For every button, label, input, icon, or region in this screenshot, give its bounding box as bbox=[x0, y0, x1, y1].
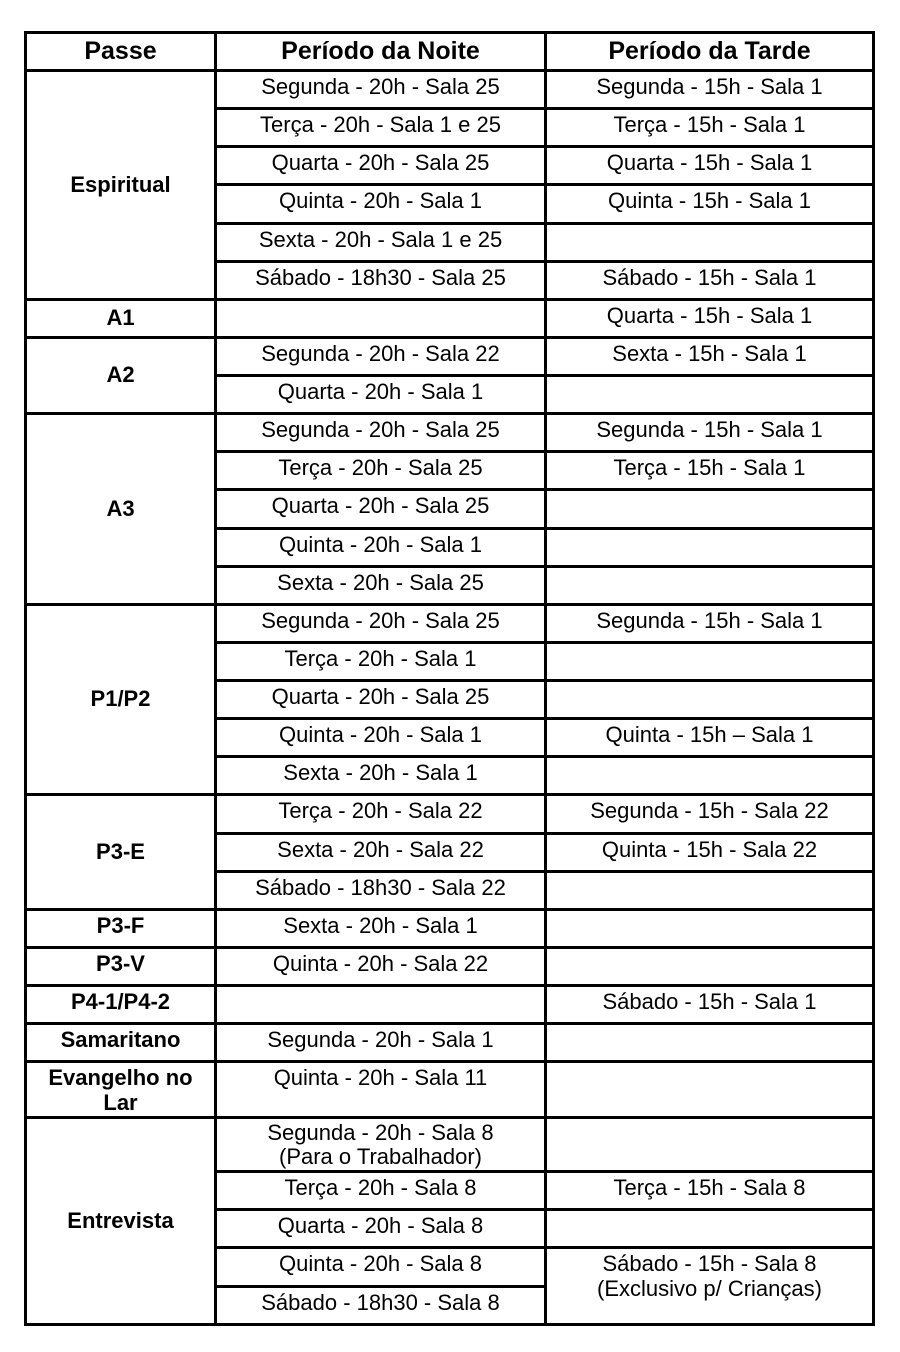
passe-name: P4-1/P4-2 bbox=[26, 986, 216, 1024]
table-row bbox=[26, 1024, 874, 1062]
tarde-cell bbox=[546, 528, 874, 566]
noite-cell: Terça - 20h - Sala 1 e 25 bbox=[216, 109, 546, 147]
noite-cell-text: Segunda - 20h - Sala 8 bbox=[267, 1119, 494, 1145]
noite-cell: Segunda - 20h - Sala 25 bbox=[216, 604, 546, 642]
noite-cell: Segunda - 20h - Sala 25 bbox=[216, 71, 546, 109]
table-row bbox=[26, 909, 874, 947]
noite-cell: Sábado - 18h30 - Sala 25 bbox=[216, 261, 546, 299]
noite-cell: Sexta - 20h - Sala 25 bbox=[216, 566, 546, 604]
table-row bbox=[26, 414, 874, 452]
passe-name: P3-V bbox=[26, 947, 216, 985]
passe-name: A3 bbox=[26, 414, 216, 605]
noite-cell: Sexta - 20h - Sala 1 e 25 bbox=[216, 223, 546, 261]
passe-name: P3-E bbox=[26, 795, 216, 909]
tarde-cell: Sábado - 15h - Sala 1 bbox=[546, 986, 874, 1024]
tarde-cell-text: Sábado - 15h - Sala 8 bbox=[602, 1251, 817, 1277]
tarde-cell bbox=[546, 1024, 874, 1062]
noite-cell bbox=[216, 299, 546, 337]
tarde-cell: Terça - 15h - Sala 1 bbox=[546, 452, 874, 490]
tarde-cell: Sábado - 15h - Sala 1 bbox=[546, 261, 874, 299]
passe-name: Entrevista bbox=[26, 1117, 216, 1324]
noite-cell: Quinta - 20h - Sala 22 bbox=[216, 947, 546, 985]
tarde-cell: Terça - 15h - Sala 1 bbox=[546, 109, 874, 147]
tarde-cell bbox=[546, 947, 874, 985]
tarde-cell bbox=[546, 757, 874, 795]
tarde-cell: Terça - 15h - Sala 8 bbox=[546, 1172, 874, 1210]
table-row bbox=[26, 795, 874, 833]
tarde-cell: Segunda - 15h - Sala 1 bbox=[546, 414, 874, 452]
noite-cell: Sábado - 18h30 - Sala 22 bbox=[216, 871, 546, 909]
schedule-table bbox=[24, 31, 875, 1326]
noite-cell: Sexta - 20h - Sala 1 bbox=[216, 909, 546, 947]
tarde-cell bbox=[546, 1062, 874, 1117]
passe-name: P3-F bbox=[26, 909, 216, 947]
table-row bbox=[26, 986, 874, 1024]
noite-cell bbox=[216, 1117, 546, 1171]
table-row bbox=[26, 337, 874, 375]
noite-cell: Sábado - 18h30 - Sala 8 bbox=[216, 1286, 546, 1325]
header-passe: Passe bbox=[26, 33, 216, 71]
passe-name: Espiritual bbox=[26, 71, 216, 300]
tarde-cell-note: (Exclusivo p/ Crianças) bbox=[597, 1276, 822, 1301]
noite-cell: Segunda - 20h - Sala 25 bbox=[216, 414, 546, 452]
table-row bbox=[26, 1062, 874, 1117]
noite-cell: Segunda - 20h - Sala 1 bbox=[216, 1024, 546, 1062]
noite-cell: Sexta - 20h - Sala 22 bbox=[216, 833, 546, 871]
table-row bbox=[26, 299, 874, 337]
tarde-cell bbox=[546, 681, 874, 719]
tarde-cell: Quinta - 15h - Sala 22 bbox=[546, 833, 874, 871]
tarde-cell bbox=[546, 1210, 874, 1248]
noite-cell: Quarta - 20h - Sala 25 bbox=[216, 681, 546, 719]
noite-cell: Quarta - 20h - Sala 8 bbox=[216, 1210, 546, 1248]
noite-cell: Quinta - 20h - Sala 11 bbox=[216, 1062, 546, 1117]
passe-name: P1/P2 bbox=[26, 604, 216, 795]
tarde-cell bbox=[546, 1248, 874, 1325]
tarde-cell: Segunda - 15h - Sala 1 bbox=[546, 604, 874, 642]
noite-cell: Quarta - 20h - Sala 25 bbox=[216, 147, 546, 185]
tarde-cell bbox=[546, 642, 874, 680]
tarde-cell bbox=[546, 1117, 874, 1171]
noite-cell: Segunda - 20h - Sala 22 bbox=[216, 337, 546, 375]
noite-cell: Terça - 20h - Sala 25 bbox=[216, 452, 546, 490]
header-tarde: Período da Tarde bbox=[546, 33, 874, 71]
table-row bbox=[26, 71, 874, 109]
noite-cell: Terça - 20h - Sala 1 bbox=[216, 642, 546, 680]
tarde-cell bbox=[546, 376, 874, 414]
passe-name: Evangelho no Lar bbox=[26, 1062, 216, 1117]
passe-name: Samaritano bbox=[26, 1024, 216, 1062]
tarde-cell bbox=[546, 566, 874, 604]
noite-cell: Quinta - 20h - Sala 1 bbox=[216, 719, 546, 757]
table-row bbox=[26, 604, 874, 642]
tarde-cell: Quarta - 15h - Sala 1 bbox=[546, 299, 874, 337]
passe-name: A1 bbox=[26, 299, 216, 337]
noite-cell: Terça - 20h - Sala 8 bbox=[216, 1172, 546, 1210]
tarde-cell: Segunda - 15h - Sala 1 bbox=[546, 71, 874, 109]
tarde-cell: Quinta - 15h - Sala 1 bbox=[546, 185, 874, 223]
tarde-cell bbox=[546, 909, 874, 947]
tarde-cell: Quarta - 15h - Sala 1 bbox=[546, 147, 874, 185]
noite-cell: Quarta - 20h - Sala 1 bbox=[216, 376, 546, 414]
table-row bbox=[26, 1117, 874, 1171]
tarde-cell bbox=[546, 223, 874, 261]
noite-cell: Quinta - 20h - Sala 1 bbox=[216, 528, 546, 566]
tarde-cell: Segunda - 15h - Sala 22 bbox=[546, 795, 874, 833]
noite-cell: Terça - 20h - Sala 22 bbox=[216, 795, 546, 833]
noite-cell-note: (Para o Trabalhador) bbox=[279, 1144, 482, 1170]
noite-cell: Sexta - 20h - Sala 1 bbox=[216, 757, 546, 795]
tarde-cell bbox=[546, 871, 874, 909]
header-noite: Período da Noite bbox=[216, 33, 546, 71]
noite-cell: Quinta - 20h - Sala 8 bbox=[216, 1248, 546, 1286]
passe-name: A2 bbox=[26, 337, 216, 413]
tarde-cell: Quinta - 15h – Sala 1 bbox=[546, 719, 874, 757]
table-row bbox=[26, 947, 874, 985]
noite-cell bbox=[216, 986, 546, 1024]
noite-cell: Quarta - 20h - Sala 25 bbox=[216, 490, 546, 528]
noite-cell: Quinta - 20h - Sala 1 bbox=[216, 185, 546, 223]
header-row bbox=[26, 33, 874, 71]
tarde-cell bbox=[546, 490, 874, 528]
tarde-cell: Sexta - 15h - Sala 1 bbox=[546, 337, 874, 375]
